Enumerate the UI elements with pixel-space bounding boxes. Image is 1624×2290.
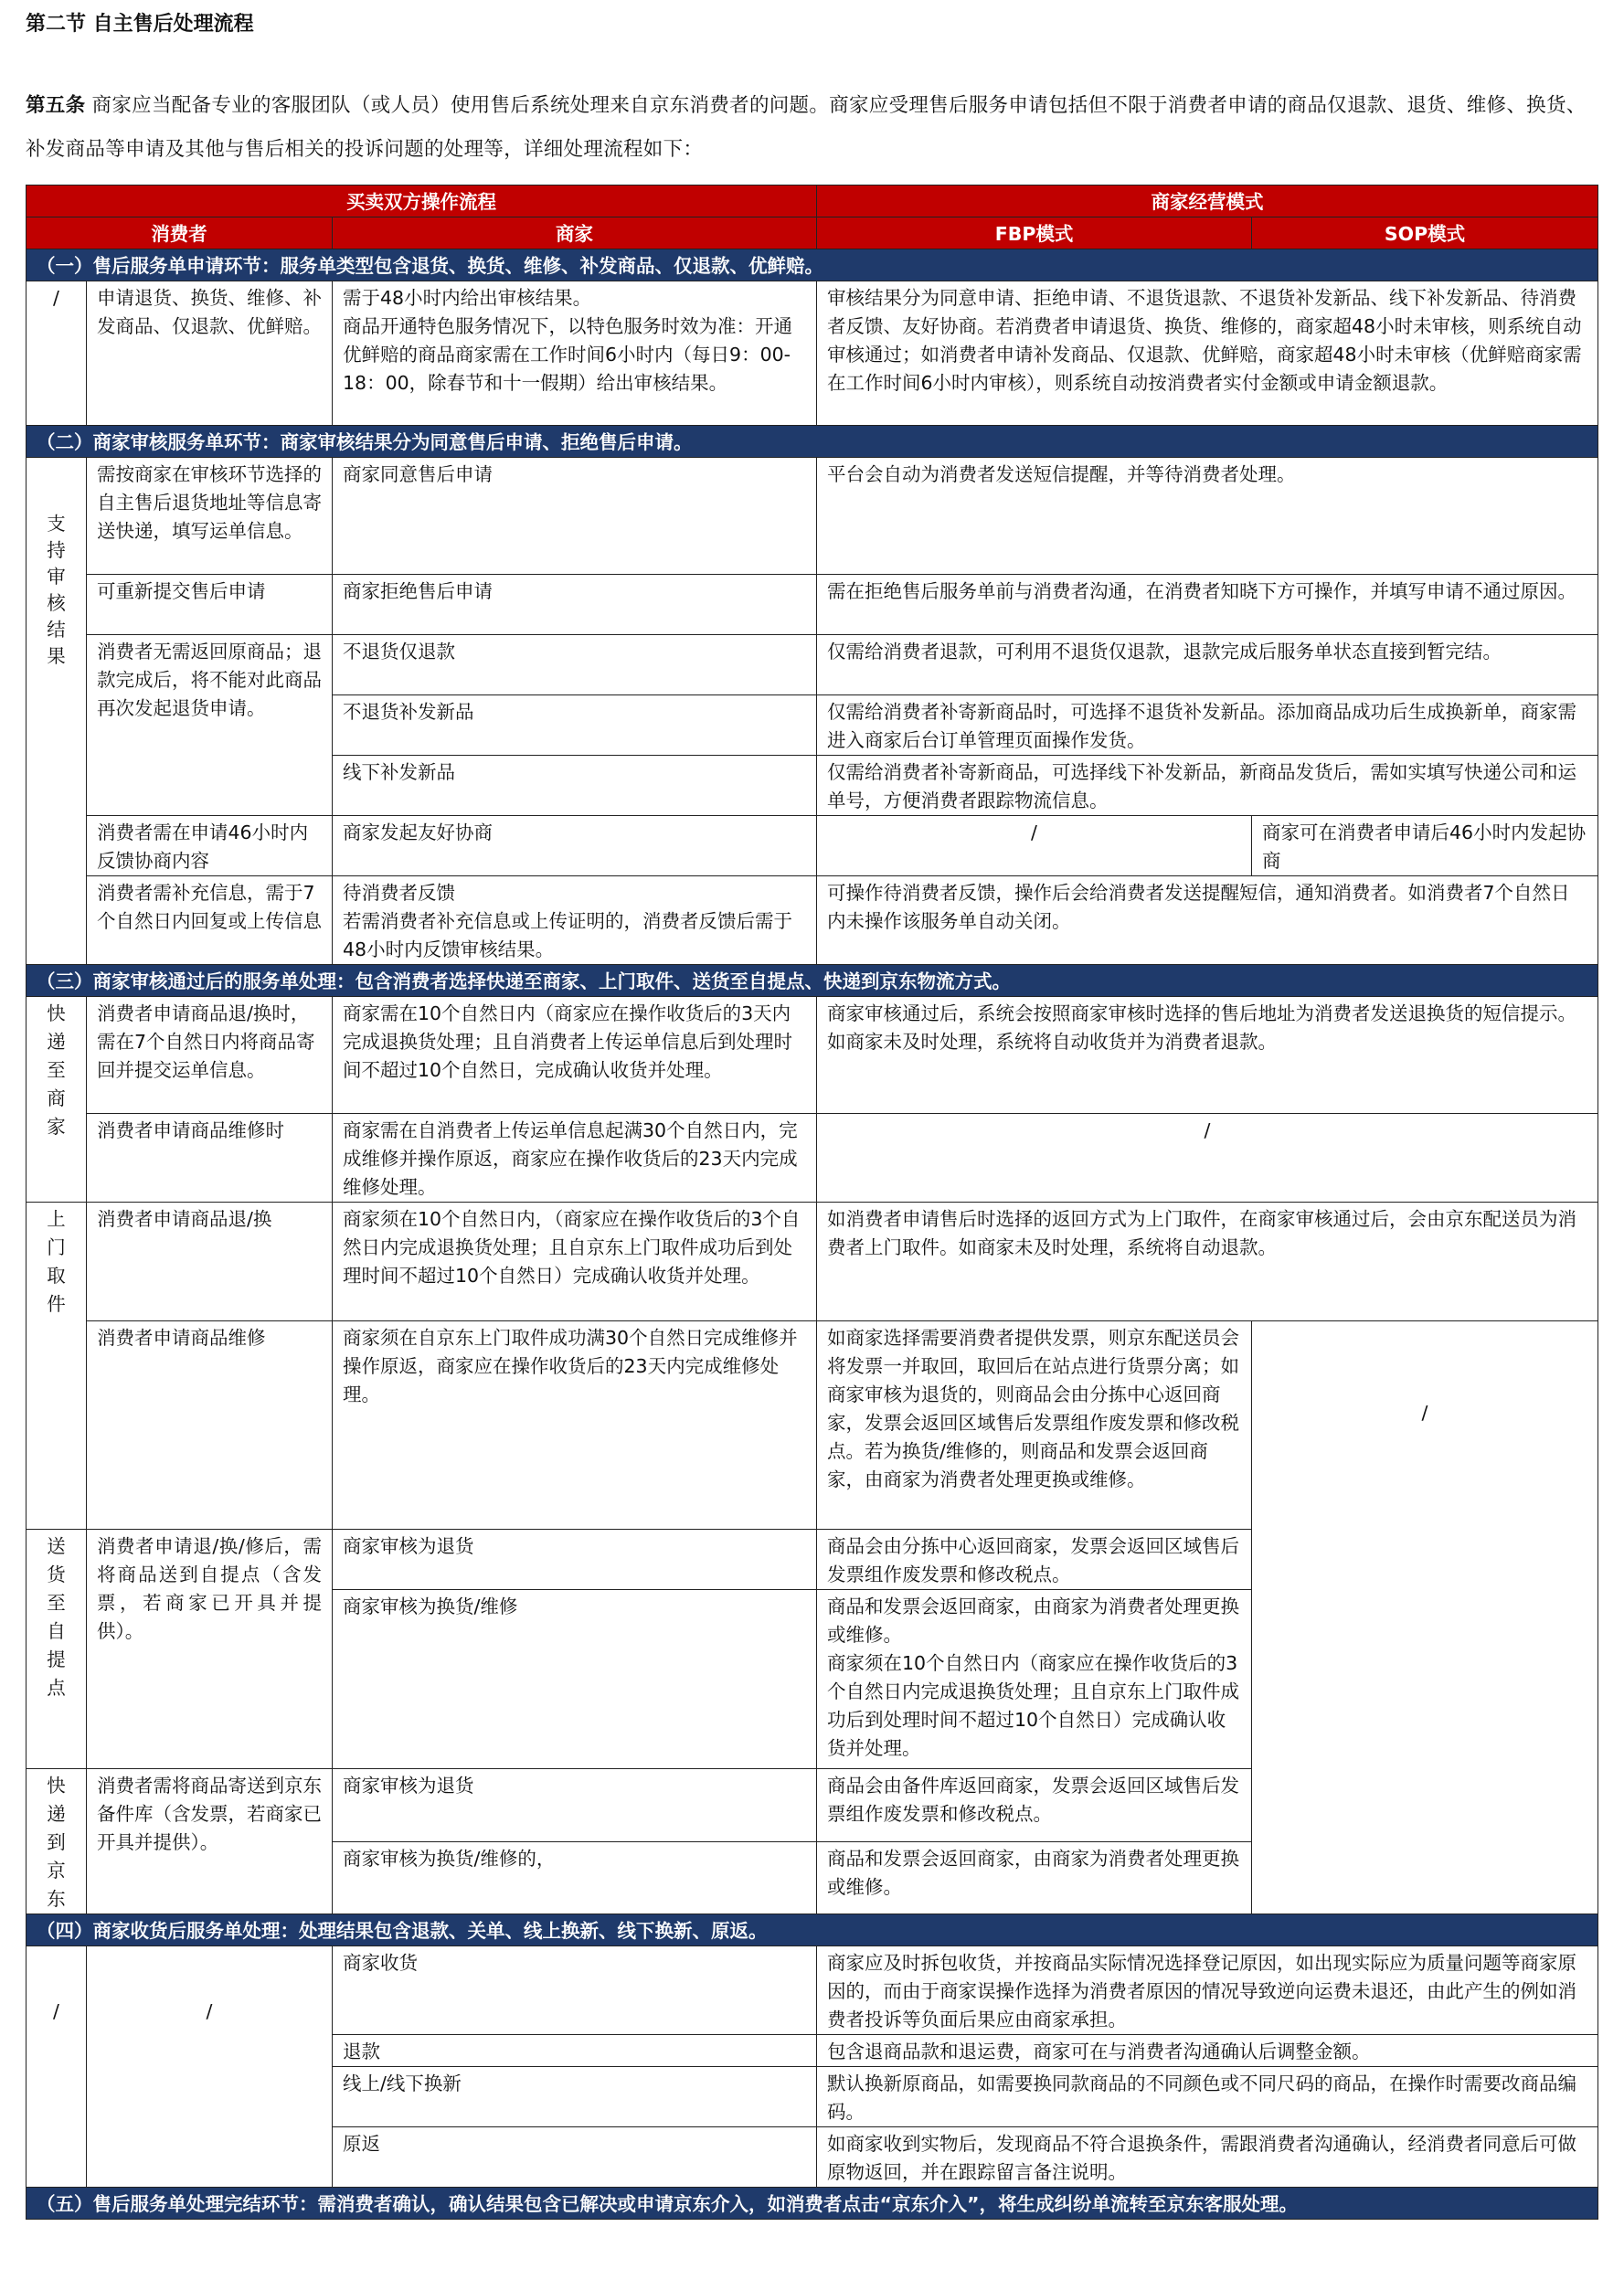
band-section-2: （二）商家审核服务单环节：商家审核结果分为同意售后申请、拒绝售后申请。 (27, 426, 1598, 458)
s3-j1-fbp: 商品会由备件库返回商家，发票会返回区域售后发票组作废发票和修改税点。 (817, 1769, 1252, 1842)
s3-side-selfpick: 送货至自提点 (27, 1530, 87, 1769)
table-row (27, 876, 1598, 965)
s4-r4-mode: 如商家收到实物后，发现商品不符合退换条件，需跟消费者沟通确认，经消费者同意后可做原物返回，并在跟踪留言备注说明。 (817, 2127, 1598, 2188)
s3-side-express: 快递至商家 (27, 997, 87, 1203)
s3-p2-merchant: 商家须在自京东上门取件成功满30个自然日完成维修并操作原返，商家应在操作收货后的23天内完成维修处理。 (333, 1321, 817, 1530)
s3-side-pickup: 上门取件 (27, 1203, 87, 1530)
s2-r6-consumer: 消费者需在申请46小时内反馈协商内容 (87, 816, 333, 876)
s3-s1-merchant: 商家审核为退货 (333, 1530, 817, 1590)
band-section-4: （四）商家收货后服务单处理：处理结果包含退款、关单、线上换新、线下换新、原返。 (27, 1914, 1598, 1946)
table-row (27, 1203, 1598, 1321)
s4-slash-consumer: / (87, 1946, 333, 2188)
s2-r3-consumer: 消费者无需返回原商品；退款完成后，将不能对此商品再次发起退货申请。 (87, 635, 333, 816)
s2-r7-consumer: 消费者需补充信息，需于7个自然日内回复或上传信息 (87, 876, 333, 965)
s2-r6-merchant: 商家发起友好协商 (333, 816, 817, 876)
s3-e2-consumer: 消费者申请商品维修时 (87, 1114, 333, 1203)
s3-s2-fbp: 商品和发票会返回商家，由商家为消费者处理更换或维修。 商家须在10个自然日内（商家应在操作收货后的3个自然日内完成退换货处理；且自京东上门取件成功后到处理时间不超过10个自然日）完成确认收货并处理。 (817, 1590, 1252, 1769)
s3-side-jd: 快递到京东 (27, 1769, 87, 1914)
table-row (27, 1321, 1598, 1530)
s2-r2-merchant: 商家拒绝售后申请 (333, 575, 817, 635)
s2-r1-consumer: 需按商家在审核环节选择的自主售后退货地址等信息寄送快递，填写运单信息。 (87, 458, 333, 575)
s4-r2-mode: 包含退商品款和退运费，商家可在与消费者沟通确认后调整金额。 (817, 2035, 1598, 2067)
header-sop: SOP模式 (1252, 217, 1598, 249)
header-consumer: 消费者 (27, 217, 333, 249)
s2-side-label: 支持审核结果 (27, 458, 87, 965)
band-section-3: （三）商家审核通过后的服务单处理：包含消费者选择快递至商家、上门取件、送货至自提点、快递到京东物流方式。 (27, 965, 1598, 997)
s3-p1-merchant: 商家须在10个自然日内，（商家应在操作收货后的3个自然日内完成退换货处理；且自京东上门取件成功后到处理时间不超过10个自然日）完成确认收货并处理。 (333, 1203, 817, 1321)
table-row (27, 1114, 1598, 1203)
s3-e2-mode: / (817, 1114, 1598, 1203)
s3-s1-fbp: 商品会由分拣中心返回商家，发票会返回区域售后发票组作废发票和修改税点。 (817, 1530, 1252, 1590)
s1-merchant: 需于48小时内给出审核结果。 商品开通特色服务情况下，以特色服务时效为准：开通优鲜赔的商品商家需在工作时间6小时内（每日9：00-18：00，除春节和十一假期）给出审核结果。 (333, 281, 817, 426)
header-row-columns (27, 217, 1598, 249)
s2-r3-merchant: 不退货仅退款 (333, 635, 817, 695)
s3-e1-consumer: 消费者申请商品退/换时，需在7个自然日内将商品寄回并提交运单信息。 (87, 997, 333, 1114)
header-right-group: 商家经营模式 (817, 186, 1598, 217)
s4-slash-side: / (27, 1946, 87, 2188)
header-merchant: 商家 (333, 217, 817, 249)
s3-e1-mode: 商家审核通过后，系统会按照商家审核时选择的售后地址为消费者发送退换货的短信提示。如商家未及时处理，系统将自动收货并为消费者退款。 (817, 997, 1598, 1114)
table-row (27, 997, 1598, 1114)
s3-p1-consumer: 消费者申请商品退/换 (87, 1203, 333, 1321)
band-section-5: （五）售后服务单处理完结环节：需消费者确认，确认结果包含已解决或申请京东介入，如消费者点击“京东介入”，将生成纠纷单流转至京东客服处理。 (27, 2188, 1598, 2220)
intro-text: 商家应当配备专业的客服团队（或人员）使用售后系统处理来自京东消费者的问题。商家应受理售后服务申请包括但不限于消费者申请的商品仅退款、退货、维修、换货、补发商品等申请及其他与售后相关的投诉问题的处理等，详细处理流程如下： (26, 94, 1587, 161)
s2-r2-consumer: 可重新提交售后申请 (87, 575, 333, 635)
s1-slash: / (27, 281, 87, 426)
s3-s2-merchant: 商家审核为换货/维修 (333, 1590, 817, 1769)
s3-e2-merchant: 商家需在自消费者上传运单信息起满30个自然日内，完成维修并操作原返，商家应在操作收货后的23天内完成维修处理。 (333, 1114, 817, 1203)
s2-r7-mode: 可操作待消费者反馈，操作后会给消费者发送提醒短信，通知消费者。如消费者7个自然日内未操作该服务单自动关闭。 (817, 876, 1598, 965)
s3-p2-fbp: 如商家选择需要消费者提供发票，则京东配送员会将发票一并取回，取回后在站点进行货票分离；如商家审核为退货的，则商品会由分拣中心返回商家，发票会返回区域售后发票组作废发票和修改税点。若为换货/维修的，则商品和发票会返回商家，由商家为消费者处理更换或维修。 (817, 1321, 1252, 1530)
s3-s1-consumer: 消费者申请退/换/修后，需将商品送到自提点（含发票，若商家已开具并提供）。 (87, 1530, 333, 1769)
s2-r3-mode: 仅需给消费者退款，可利用不退货仅退款，退款完成后服务单状态直接到暂完结。 (817, 635, 1598, 695)
s2-r5-merchant: 线下补发新品 (333, 756, 817, 816)
section-title: 第二节 自主售后处理流程 (26, 13, 254, 36)
header-left-group: 买卖双方操作流程 (27, 186, 817, 217)
s2-r6-fbp: / (817, 816, 1252, 876)
s3-j2-fbp: 商品和发票会返回商家，由商家为消费者处理更换或维修。 (817, 1841, 1252, 1914)
s4-r2-merchant: 退款 (333, 2035, 817, 2067)
s2-r2-mode: 需在拒绝售后服务单前与消费者沟通，在消费者知晓下方可操作，并填写申请不通过原因。 (817, 575, 1598, 635)
s3-j1-consumer: 消费者需将商品寄送到京东备件库（含发票，若商家已开具并提供）。 (87, 1769, 333, 1914)
s3-j2-merchant: 商家审核为换货/维修的， (333, 1841, 817, 1914)
s3-p2-consumer: 消费者申请商品维修 (87, 1321, 333, 1530)
s3-e1-merchant: 商家需在10个自然日内（商家应在操作收货后的3天内完成退换货处理；且自消费者上传运单信息后到处理时间不超过10个自然日，完成确认收货并处理。 (333, 997, 817, 1114)
article-number: 第五条 (26, 94, 86, 117)
after-sales-flow-table (26, 185, 1598, 2220)
s4-r3-merchant: 线上/线下换新 (333, 2067, 817, 2127)
s4-r3-mode: 默认换新原商品，如需要换同款商品的不同颜色或不同尺码的商品，在操作时需要改商品编码。 (817, 2067, 1598, 2127)
band-section-1: （一）售后服务单申请环节：服务单类型包含退货、换货、维修、补发商品、仅退款、优鲜赔。 (27, 249, 1598, 281)
s1-consumer: 申请退货、换货、维修、补发商品、仅退款、优鲜赔。 (87, 281, 333, 426)
s2-r5-mode: 仅需给消费者补寄新商品，可选择线下补发新品，新商品发货后，需如实填写快递公司和运单号，方便消费者跟踪物流信息。 (817, 756, 1598, 816)
s1-mode: 审核结果分为同意申请、拒绝申请、不退货退款、不退货补发新品、线下补发新品、待消费者反馈、友好协商。若消费者申请退货、换货、维修的，商家超48小时未审核，则系统自动审核通过；如消费者申请补发商品、仅退款、优鲜赔，商家超48小时未审核（优鲜赔商家需在工作时间6小时内审核），则系统自动按消费者实付金额或申请金额退款。 (817, 281, 1598, 426)
s2-r1-merchant: 商家同意售后申请 (333, 458, 817, 575)
s2-r7-merchant: 待消费者反馈 若需消费者补充信息或上传证明的，消费者反馈后需于48小时内反馈审核结果。 (333, 876, 817, 965)
s2-r4-merchant: 不退货补发新品 (333, 695, 817, 756)
s4-r4-merchant: 原返 (333, 2127, 817, 2188)
table-row (27, 458, 1598, 575)
s2-r6-sop: 商家可在消费者申请后46小时内发起协商 (1252, 816, 1598, 876)
table-row (27, 281, 1598, 426)
table-row (27, 1946, 1598, 2035)
s2-r1-mode: 平台会自动为消费者发送短信提醒，并等待消费者处理。 (817, 458, 1598, 575)
table-row (27, 816, 1598, 876)
table-row (27, 575, 1598, 635)
header-fbp: FBP模式 (817, 217, 1252, 249)
s4-r1-merchant: 商家收货 (333, 1946, 817, 2035)
table-row (27, 635, 1598, 695)
s4-r1-mode: 商家应及时拆包收货，并按商品实际情况选择登记原因，如出现实际应为质量问题等商家原因的，而由于商家误操作选择为消费者原因的情况导致逆向运费未退还，由此产生的例如消费者投诉等负面后果应由商家承担。 (817, 1946, 1598, 2035)
s3-p1-mode: 如消费者申请售后时选择的返回方式为上门取件，在商家审核通过后，会由京东配送员为消费者上门取件。如商家未及时处理，系统将自动退款。 (817, 1203, 1598, 1321)
s2-r4-mode: 仅需给消费者补寄新商品时，可选择不退货补发新品。添加商品成功后生成换新单，商家需进入商家后台订单管理页面操作发货。 (817, 695, 1598, 756)
intro-paragraph (26, 84, 1598, 172)
header-row-groups (27, 186, 1598, 217)
s3-j1-merchant: 商家审核为退货 (333, 1769, 817, 1842)
s3-sop-slash: / (1252, 1321, 1598, 1914)
